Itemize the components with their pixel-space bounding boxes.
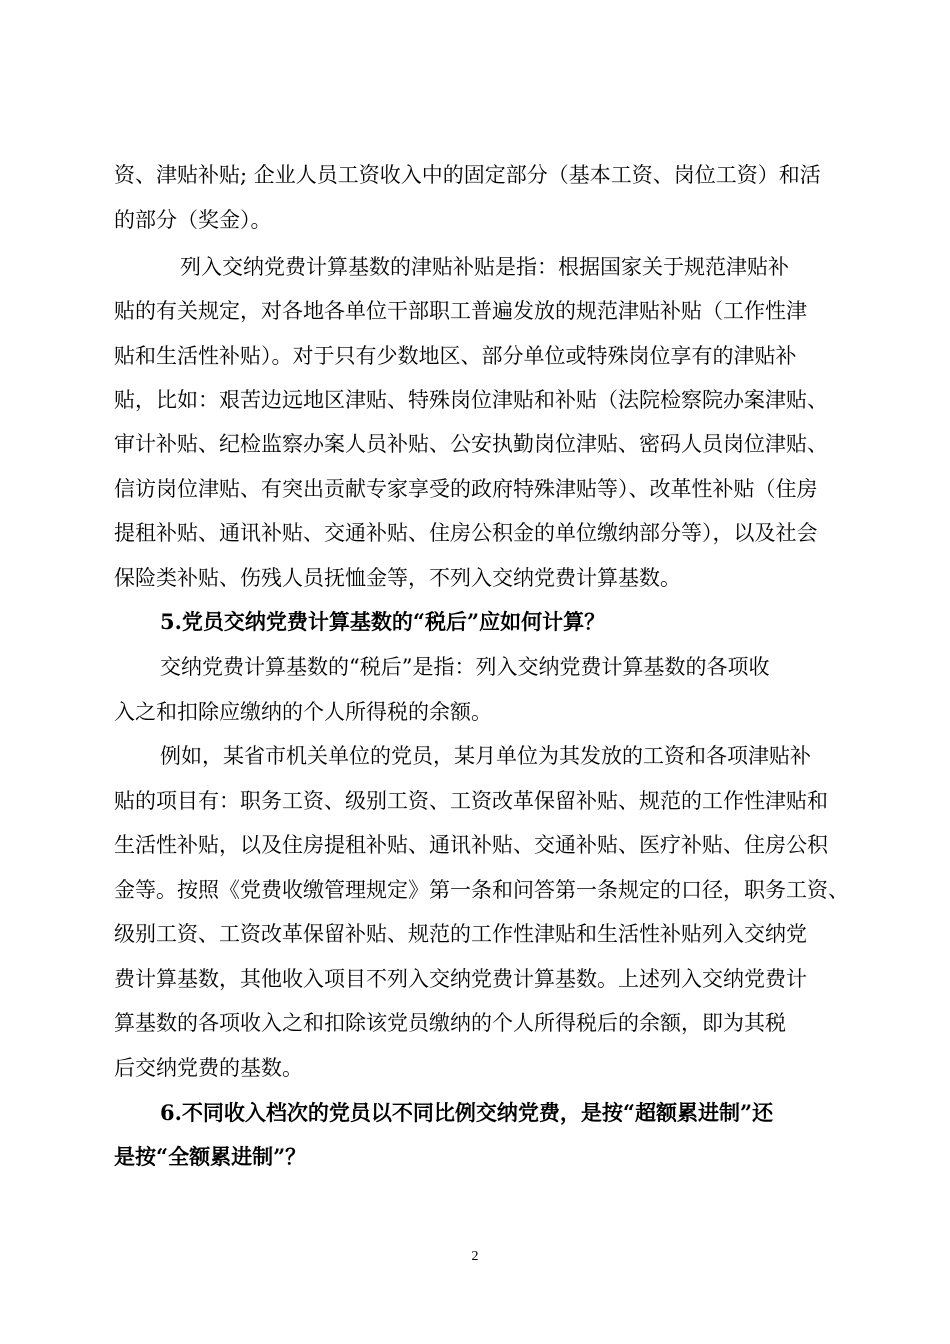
paragraph-line: 的部分（奖金）。	[114, 208, 272, 232]
paragraph-line: 交纳党费计算基数的“税后”是指：列入交纳党费计算基数的各项收	[160, 655, 770, 679]
paragraph-line: 生活性补贴，以及住房提租补贴、通讯补贴、交通补贴、医疗补贴、住房公积	[114, 833, 828, 857]
section-heading: 6.不同收入档次的党员以不同比例交纳党费，是按“超额累进制”还	[160, 1100, 774, 1125]
paragraph-line: 资、津贴补贴; 企业人员工资收入中的固定部分（基本工资、岗位工资）和活	[114, 163, 821, 187]
paragraph-line: 金等。按照《党费收缴管理规定》第一条和问答第一条规定的口径，职务工资、	[114, 878, 849, 902]
paragraph-line: 算基数的各项收入之和扣除该党员缴纳的个人所得税后的余额，即为其税	[114, 1011, 786, 1035]
paragraph-line: 信访岗位津贴、有突出贡献专家享受的政府特殊津贴等）、改革性补贴（住房	[114, 477, 818, 501]
paragraph-line: 贴，比如：艰苦边远地区津贴、特殊岗位津贴和补贴（法院检察院办案津贴、	[114, 388, 828, 412]
paragraph-line: 提租补贴、通讯补贴、交通补贴、住房公积金的单位缴纳部分等），以及社会	[114, 521, 818, 545]
paragraph-line: 后交纳党费的基数。	[114, 1056, 303, 1080]
page-number: 2	[471, 1249, 479, 1264]
paragraph-line: 入之和扣除应缴纳的个人所得税的余额。	[114, 700, 492, 724]
paragraph-line: 贴的项目有：职务工资、级别工资、工资改革保留补贴、规范的工作性津贴和	[114, 789, 828, 813]
paragraph-line: 审计补贴、纪检监察办案人员补贴、公安执勤岗位津贴、密码人员岗位津贴、	[114, 432, 828, 456]
section-heading: 5.党员交纳党费计算基数的“税后”应如何计算？	[160, 609, 606, 634]
paragraph-line: 保险类补贴、伤残人员抚恤金等，不列入交纳党费计算基数。	[114, 566, 681, 590]
section-heading-continued: 是按“全额累进制”？	[114, 1144, 307, 1169]
paragraph-line: 费计算基数，其他收入项目不列入交纳党费计算基数。上述列入交纳党费计	[114, 967, 807, 991]
paragraph-line: 列入交纳党费计算基数的津贴补贴是指：根据国家关于规范津贴补	[180, 255, 789, 279]
paragraph-line: 贴的有关规定，对各地各单位干部职工普遍发放的规范津贴补贴（工作性津	[114, 299, 807, 323]
paragraph-line: 例如，某省市机关单位的党员，某月单位为其发放的工资和各项津贴补	[160, 744, 811, 768]
paragraph-line: 级别工资、工资改革保留补贴、规范的工作性津贴和生活性补贴列入交纳党	[114, 922, 807, 946]
paragraph-line: 贴和生活性补贴）。对于只有少数地区、部分单位或特殊岗位享有的津贴补	[114, 344, 797, 368]
